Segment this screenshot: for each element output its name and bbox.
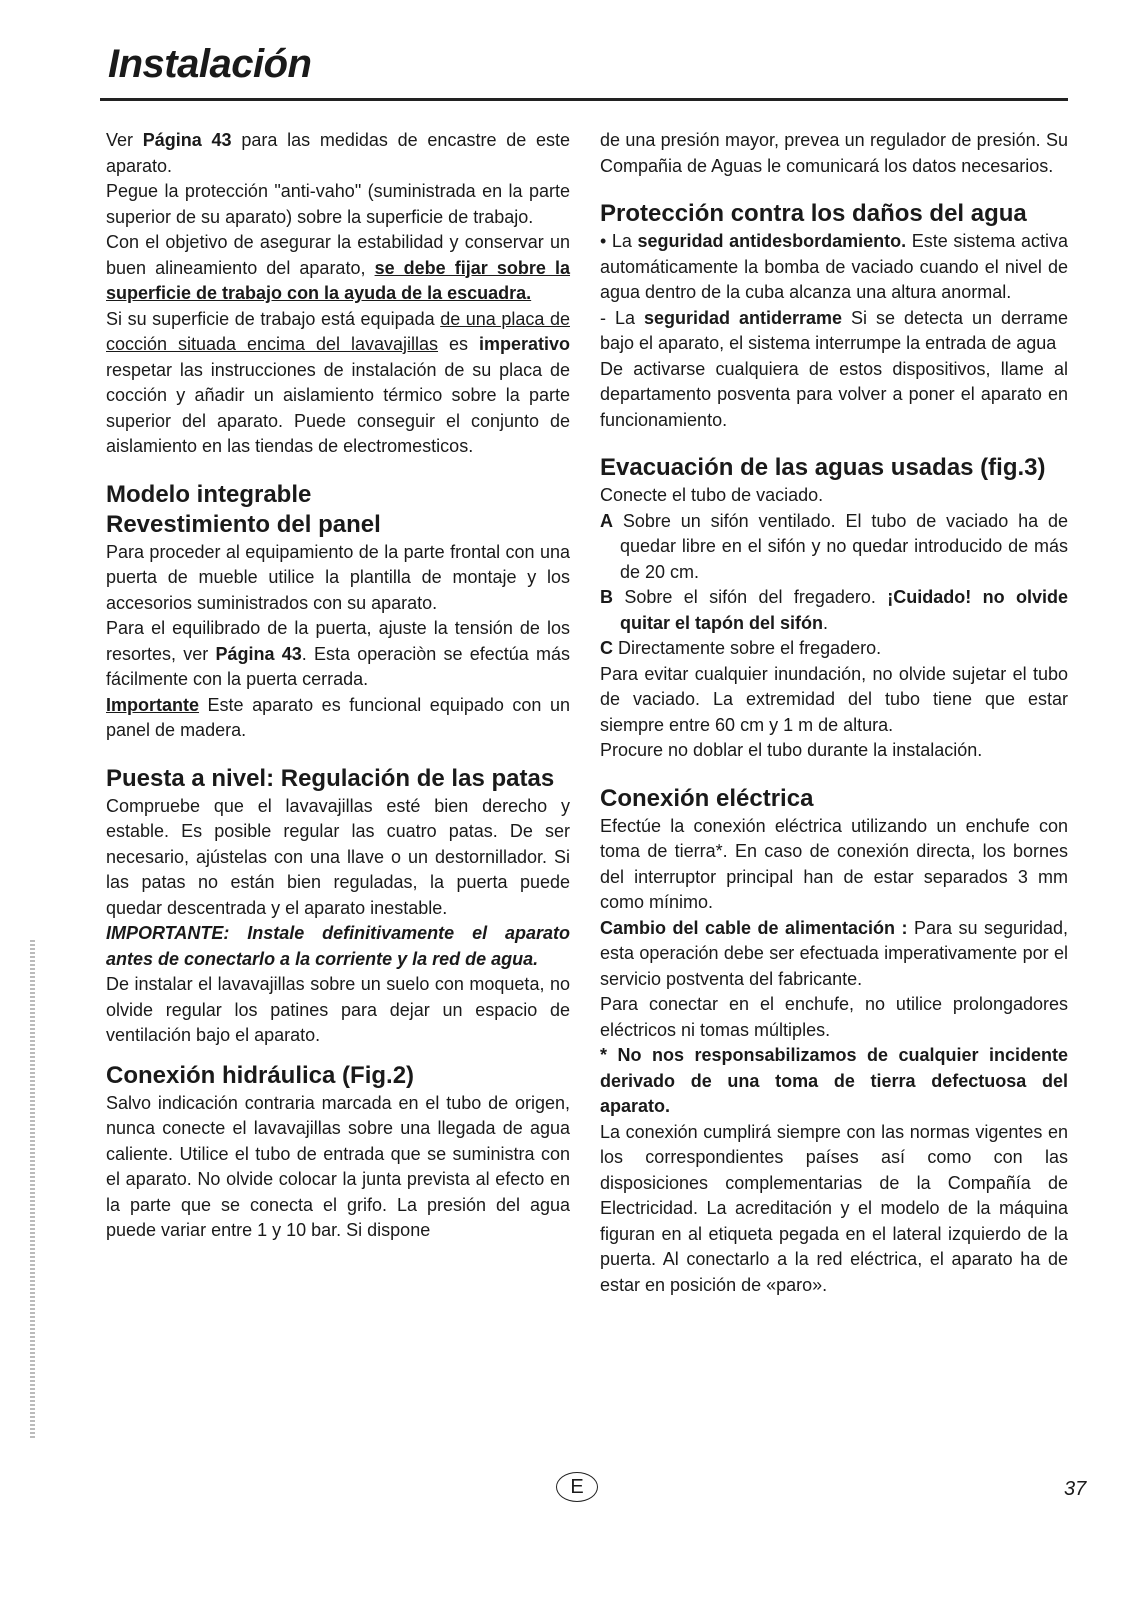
electrica-disclaimer: * No nos responsabilizamos de cualquier incidente derivado de una toma de tierra defectuosa del aparato. (600, 1045, 1068, 1116)
proteccion-paragraph-2: - La seguridad antiderrame Si se detecta un derrame bajo el aparato, el sistema interrumpe la entrada de agua (600, 307, 1068, 353)
fixing-note: se debe fijar sobre la superficie de trabajo con la ayuda de la escuadra. (106, 257, 571, 303)
language-badge: E (556, 1472, 598, 1502)
left-column (106, 128, 570, 1244)
nivel-paragraph-1: Compruebe que el lavavajillas esté bien derecho y estable. Es posible regular las cuatro patas. De ser necesario, ajústelas con una llave o un destornillador. Si las patas no están bien reguladas, la puerta puede quedar descentrada y el aparato inestable. (106, 795, 570, 918)
evacuacion-item-b: B Sobre el sifón del fregadero. ¡Cuidado! no olvide quitar el tapón del sifón. (600, 587, 1068, 633)
intro-paragraph-2: Pegue la protección "anti-vaho" (suministrada en la parte superior de su aparato) sobre la superficie de trabajo. (106, 181, 570, 227)
heading-conexion-hidraulica: Conexión hidráulica (Fig.2) (106, 1061, 415, 1089)
intro-paragraph-4: Si su superficie de trabajo está equipada de una placa de cocción situada encima del lavavajillas es imperativo respetar las instrucciones de instalación de su placa de cocción y añadir un aislamiento térmico sobre la parte superior del aparato. Puede conseguir el conjunto de aislamiento en las tiendas de electromesticos. (106, 308, 571, 456)
nivel-paragraph-3: De instalar el lavavajillas sobre un suelo con moqueta, no olvide regular los patines para dejar un espacio de ventilación bajo el aparato. (106, 974, 570, 1045)
right-column (600, 128, 1068, 1298)
heading-conexion-electrica: Conexión eléctrica (600, 784, 814, 812)
hidraulica-paragraph-1: Salvo indicación contraria marcada en el tubo de origen, nunca conecte el lavavajillas sobre una llegada de agua caliente. Utilice el tubo de entrada que se suministra con el aparato. No olvide colocar la junta prevista al efecto en la parte que se conecta el grifo. La presión del agua puede variar entre 1 y 10 bar. Si dispone (106, 1092, 570, 1240)
electrica-paragraph-2: Cambio del cable de alimentación : Para su seguridad, esta operación debe ser efectuada imperativamente por el servicio postventa del fabricante. (600, 917, 1068, 989)
proteccion-paragraph-1: • La seguridad antidesbordamiento. Este sistema activa automáticamente la bomba de vaciado cuando el nivel de agua dentro de la cuba alcanza una altura anormal. (600, 231, 1068, 302)
intro-paragraph-3: Con el objetivo de asegurar la estabilidad y conservar un buen alineamiento del aparato, se debe fijar sobre la superficie de trabajo con la ayuda de la escuadra. (106, 232, 571, 303)
page-number: 37 (1064, 1478, 1087, 1500)
evacuacion-intro: Conecte el tubo de vaciado. (600, 485, 824, 505)
nivel-warning: IMPORTANTE: Instale definitivamente el aparato antes de conectarlo a la corriente y la red de agua. (106, 923, 570, 969)
evacuacion-item-c: C Directamente sobre el fregadero. (600, 638, 882, 658)
modelo-paragraph-1: Para proceder al equipamiento de la parte frontal con una puerta de mueble utilice la plantilla de montaje y los accesorios suministrados con su aparato. (106, 541, 570, 613)
proteccion-paragraph-3: De activarse cualquiera de estos dispositivos, llame al departamento posventa para volver a poner el aparato en funcionamiento. (600, 358, 1068, 430)
electrica-paragraph-1: Efectúe la conexión eléctrica utilizando un enchufe con toma de tierra*. En caso de conexión directa, los bornes del interruptor principal han de estar separados 3 mm como mínimo. (600, 815, 1068, 912)
intro-paragraph-1: Ver Página 43 para las medidas de encastre de este aparato. (106, 130, 570, 176)
heading-modelo-integrable: Modelo integrable (106, 480, 312, 508)
title-rule (100, 98, 1068, 101)
electrica-paragraph-5: La conexión cumplirá siempre con las normas vigentes en los correspondientes países así como con las disposiciones complementarias de la Compañía de Electricidad. La acreditación y el modelo de la máquina figuran en al etiqueta pegada en el lateral izquierdo de la puerta. Al conectarlo a la red eléctrica, el aparato ha de estar en posición de «paro». (600, 1121, 1068, 1295)
modelo-paragraph-2: Para el equilibrado de la puerta, ajuste la tensión de los resortes, ver Página 43. Esta operaciòn se efectúa más fácilmente con la puerta cerrada. (106, 618, 570, 689)
scan-binding-marks (30, 940, 35, 1440)
evacuacion-item-a: A Sobre un sifón ventilado. El tubo de vaciado ha de quedar libre en el sifón y no quedar introducido de más de 20 cm. (600, 510, 1068, 582)
modelo-paragraph-3: Importante Este aparato es funcional equipado con un panel de madera. (106, 694, 570, 740)
page-title: Instalación (108, 42, 312, 86)
heading-proteccion: Protección contra los daños del agua (600, 200, 1027, 227)
evacuacion-paragraph-1: Para evitar cualquier inundación, no olvide sujetar el tubo de vaciado. La extremidad del tubo tiene que estar siempre entre 60 cm y 1 m de altura. (600, 663, 1068, 735)
heading-revestimiento: Revestimiento del panel (106, 510, 381, 538)
heading-puesta-a-nivel: Puesta a nivel: Regulación de las patas (106, 764, 555, 792)
continued-paragraph: de una presión mayor, prevea un regulador de presión. Su Compañia de Aguas le comunicará los datos necesarios. (600, 130, 1068, 176)
evacuacion-paragraph-2: Procure no doblar el tubo durante la instalación. (600, 740, 983, 760)
page-reference: Página 43 (142, 130, 232, 150)
heading-evacuacion: Evacuación de las aguas usadas (fig.3) (600, 454, 1046, 481)
electrica-paragraph-3: Para conectar en el enchufe, no utilice prolongadores eléctricos ni tomas múltiples. (600, 994, 1068, 1040)
